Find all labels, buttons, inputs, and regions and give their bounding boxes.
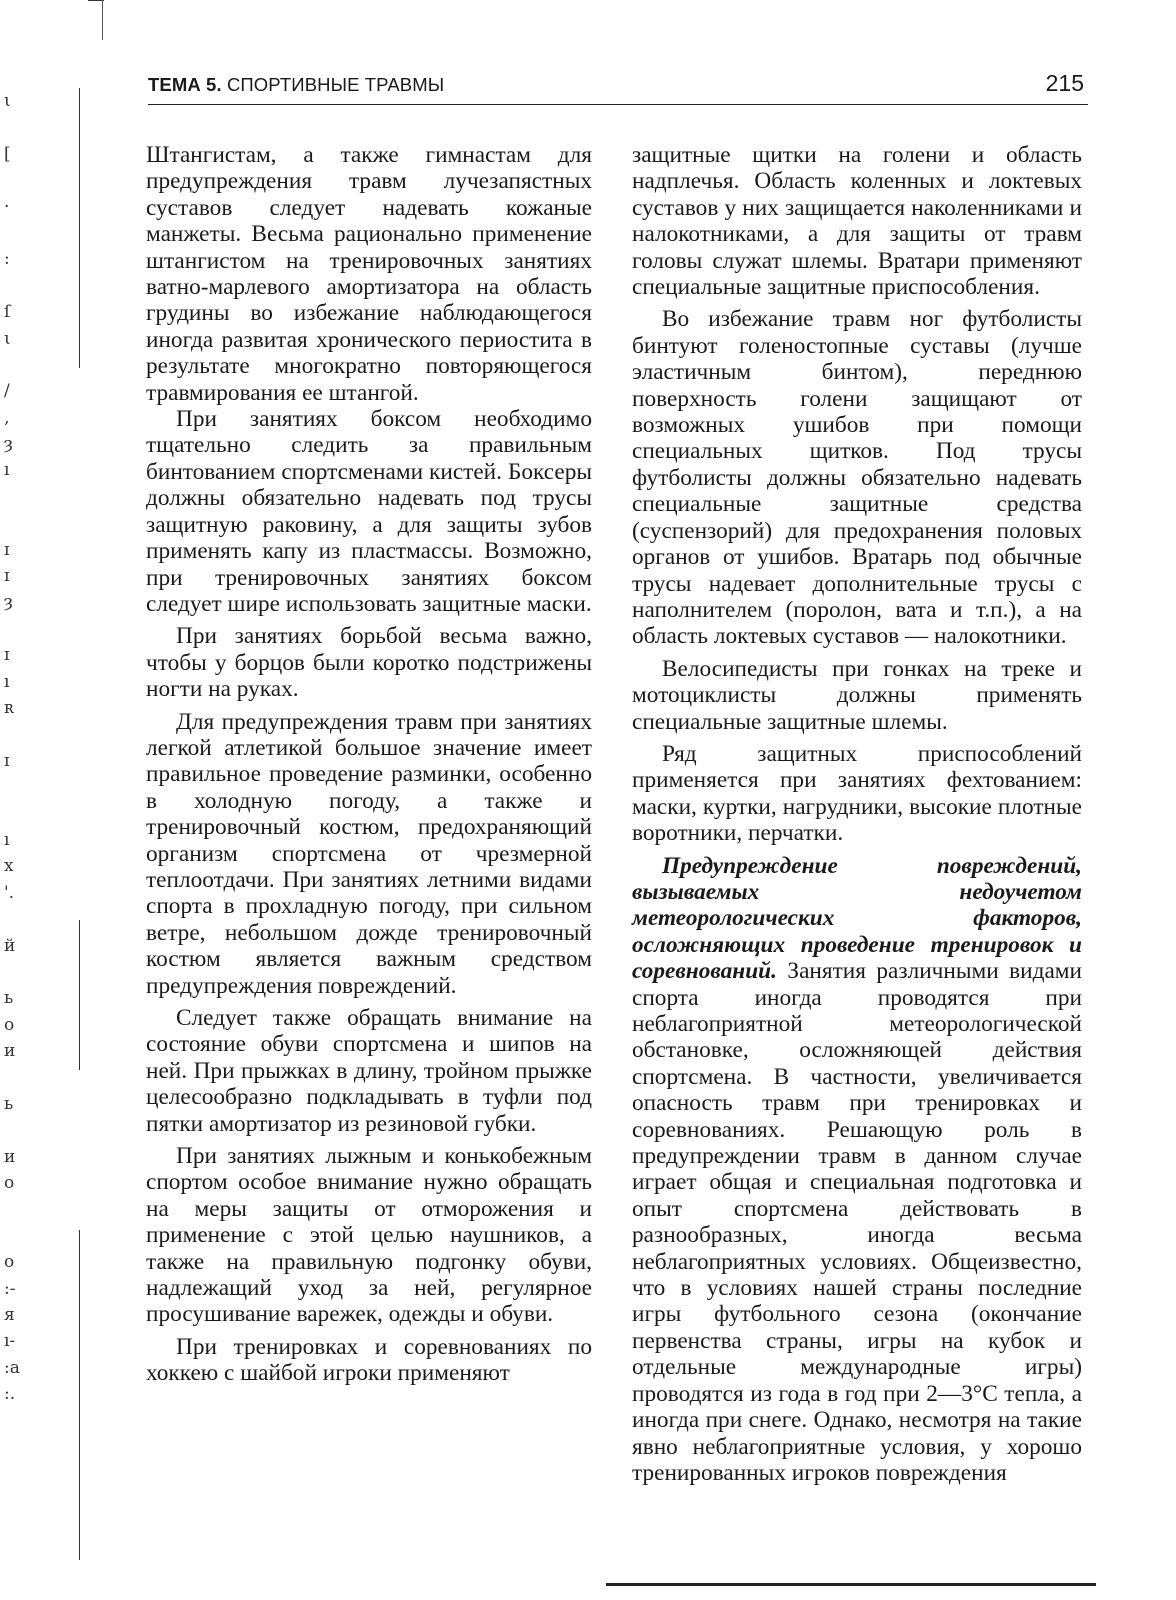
margin-mark: o xyxy=(4,1252,15,1273)
margin-mark xyxy=(4,273,34,299)
gutter-line xyxy=(79,88,80,368)
paragraph: При занятиях боксом необходимо тщательно следить за правильным бинтованием спортсменами кистей. Боксеры должны обязательно надевать под трусы защитную раковину, а для защиты зубов применять капу из пластмассы. Возможно, при тренировочных занятиях боксом следует шире использовать защитные маски. xyxy=(146,406,592,617)
paragraph: Следует также обращать внимание на состояние обуви спортсмена и шипов на ней. При прыжках в длину, тройном прыжке целесообразно подкладывать в туфли под пятки амортизатор из резиновой губки. xyxy=(146,1005,592,1137)
paragraph: Штангистам, а также гимнастам для предупреждения травм лучезапястных суставов следует надевать кожаные манжеты. Весьма рационально применение штангистом на тренировочных занятиях ватно-марлевого амортизатора на область грудины во избежание наблюдающегося иногда развитая хронического периостита в результате многократно повторяющегося травмирования ее штангой. xyxy=(146,142,592,406)
margin-mark xyxy=(4,616,34,642)
margin-mark: o xyxy=(4,1173,15,1194)
paragraph: При занятиях борьбой весьма важно, чтобы у борцов были коротко подстрижены ногти на руках. xyxy=(146,623,592,703)
section-text: Занятия различными видами спорта иногда проводятся при неблагоприятной метеорологической обстановке, осложняющей действия спортсмена. В частности, увеличивается опасность травм при тренировках и соревнованиях. Решающую роль в предупреждении травм в данном случае играет общая и специальная подготовка и опыт спортсмена действовать в разнообразных, иногда весьма неблагоприятных условиях. Общеизвестно, что в условиях нашей страны последние игры футбольного сезона (окончание первенства страны, игры на кубок и отдельные международные игры) проводятся из года в год при 2—3°С тепла, а иногда при снеге. Однако, несмотря на такие явно неблагоприятные условия, у хорошо тренированных игроков повреждения xyxy=(632,958,1082,1486)
margin-mark: й xyxy=(4,935,16,956)
margin-mark: '. xyxy=(4,882,15,903)
margin-mark xyxy=(4,1223,34,1249)
margin-mark: ı xyxy=(4,829,10,850)
margin-mark xyxy=(4,721,34,747)
margin-mark xyxy=(4,1064,34,1090)
margin-mark: ɪ xyxy=(4,539,10,560)
margin-mark xyxy=(4,484,34,510)
margin-mark: ɪ xyxy=(4,645,10,666)
margin-mark: / xyxy=(4,381,10,402)
paragraph: При занятиях лыжным и конькобежным спортом особое внимание нужно обращать на меры защиты от отморожения и применение с этой целью наушников, а также на правильную подгонку обуви, надлежащий уход за ней, регулярное просушивание варежек, одежды и обуви. xyxy=(146,1143,592,1328)
margin-mark: ȝ xyxy=(4,434,13,455)
margin-mark: и xyxy=(4,1041,16,1062)
page-number: 215 xyxy=(1045,70,1084,96)
margin-mark: o xyxy=(4,1014,15,1035)
margin-mark: [ xyxy=(4,143,11,164)
margin-mark: и xyxy=(4,1146,16,1167)
margin-mark: ı xyxy=(4,671,10,692)
running-header xyxy=(148,70,1088,105)
gutter-line xyxy=(79,920,80,1070)
margin-mark xyxy=(4,220,34,246)
margin-mark xyxy=(4,774,34,800)
paragraph: Для предупреждения травм при занятиях легкой атлетикой большое значение имеет правильное проведение разминки, особенно в холодную погоду, а также и тренировочный костюм, предохраняющий организм спортсмена от чрезмерной теплоотдачи. При занятиях летними видами спорта в прохладную погоду, при сильном ветре, небольшом дожде тренировочный костюм является важным средством предупреждения повреждений. xyxy=(146,708,592,999)
margin-mark: :. xyxy=(4,1384,16,1405)
margin-mark: ‚ xyxy=(4,407,10,428)
facing-page-margin xyxy=(4,88,34,1408)
margin-mark: ɪ xyxy=(4,566,10,587)
margin-mark: ɪ xyxy=(4,750,10,771)
paragraph: защитные щитки на голени и область надплечья. Область коленных и локтевых суставов у них защищается наколенниками и налокотниками, а для защиты от травм головы служат шлемы. Вратари применяют специальные защитные приспособления. xyxy=(632,142,1082,301)
margin-mark: :a xyxy=(4,1357,20,1378)
gutter-line xyxy=(79,1230,80,1560)
bottom-rule xyxy=(606,1583,1096,1586)
margin-mark xyxy=(4,1117,34,1143)
margin-mark: ь xyxy=(4,988,14,1009)
margin-mark: : xyxy=(4,249,10,270)
margin-mark: ь xyxy=(4,1093,14,1114)
margin-mark: ȝ xyxy=(4,592,13,613)
topic-title: СПОРТИВНЫЕ ТРАВМЫ xyxy=(226,74,445,95)
scan-artifact-mark xyxy=(102,0,103,40)
margin-mark: я xyxy=(4,1304,15,1325)
margin-mark: x xyxy=(4,856,14,877)
margin-mark xyxy=(4,1196,34,1222)
margin-mark: · xyxy=(4,196,10,217)
margin-mark xyxy=(4,801,34,827)
paragraph: Велосипедисты при гонках на треке и мотоциклисты должны применять специальные защитные шлемы. xyxy=(632,655,1082,735)
margin-mark xyxy=(4,167,34,193)
margin-mark xyxy=(4,352,34,378)
section-paragraph xyxy=(632,853,1082,1487)
margin-mark: ſ xyxy=(4,302,11,323)
margin-mark xyxy=(4,906,34,932)
paragraph: При тренировках и соревнованиях по хоккею с шайбой игроки применяют xyxy=(146,1333,592,1387)
paragraph: Во избежание травм ног футболисты бинтуют голеностопные суставы (лучше эластичным бинтом), переднюю поверхность голени защищают от возможных ушибов при помощи специальных щитков. Под трусы футболисты должны обязательно надевать специальные защитные средства (суспензорий) для предохранения половых органов от ушибов. Вратарь под обычные трусы надевает дополнительные трусы с наполнителем (поролон, вата и т.п.), а на область локтевых суставов — налокотники. xyxy=(632,306,1082,650)
running-title xyxy=(148,74,444,96)
right-column xyxy=(632,142,1082,1486)
margin-mark: ı xyxy=(4,460,10,481)
section-heading: Предупреждение повреждений, вызываемых недоучетом метеорологических факторов, осложняющих проведение тренировок и соревнований. xyxy=(632,852,1082,985)
paragraph: Ряд защитных приспособлений применяется при занятиях фехтованием: маски, куртки, нагрудники, высокие плотные воротники, перчатки. xyxy=(632,740,1082,847)
left-column xyxy=(146,142,592,1387)
margin-mark xyxy=(4,114,34,140)
margin-mark: :- xyxy=(4,1278,16,1299)
margin-mark xyxy=(4,510,34,536)
margin-mark: ι xyxy=(4,328,11,349)
topic-label: ТЕМА 5. xyxy=(148,74,222,95)
margin-mark xyxy=(4,959,34,985)
margin-mark: ı- xyxy=(4,1331,16,1352)
margin-mark: ʀ xyxy=(4,697,14,718)
margin-mark: ι xyxy=(4,91,11,111)
